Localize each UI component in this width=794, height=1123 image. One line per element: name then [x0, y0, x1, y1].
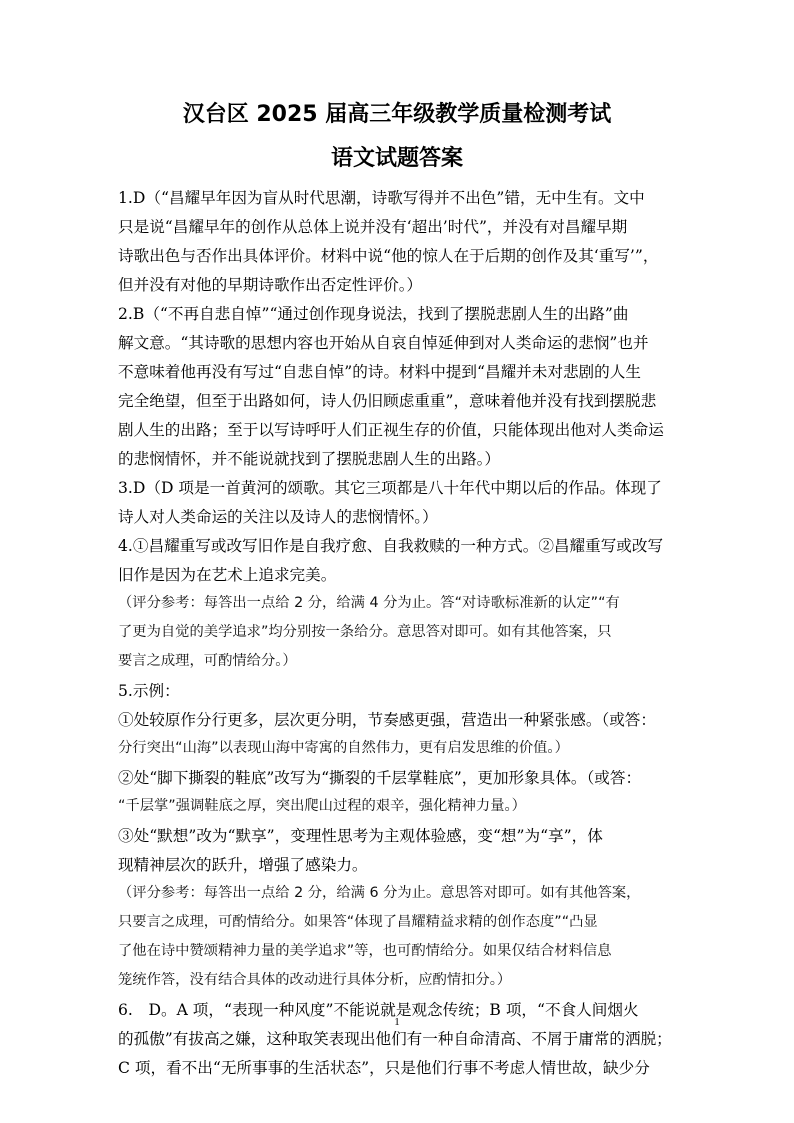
answer-5-scoring-line-3: 了他在诗中赞颂精神力量的美学追求”等，也可酌情给分。如果仅结合材料信息	[118, 943, 612, 959]
answer-6-line-1: 6. D。A 项，“表现一种风度”不能说就是观念传统；B 项，“不食人间烟火	[118, 1001, 639, 1019]
answer-5-scoring-line-4: 笼统作答，没有结合具体的改动进行具体分析，应酌情扣分。）	[118, 972, 512, 988]
answer-4-scoring-line-2: 了更为自觉的美学追求”均分别按一条给分。意思答对即可。如有其他答案，只	[118, 624, 612, 640]
answer-2-line-6: 的悲悯情怀，并不能说就找到了摆脱悲剧人生的出路。）	[118, 450, 501, 468]
answer-6-line-2: 的孤傲”有拔高之嫌，这种取笑表现出他们有一种自命清高、不屑于庸常的洒脱；	[118, 1030, 672, 1048]
answer-3-line-2: 诗人对人类命运的关注以及诗人的悲悯情怀。）	[118, 508, 438, 526]
answer-2-line-3: 不意味着他再没有写过“自悲自悼”的诗。材料中提到“昌耀并未对悲剧的人生	[118, 363, 641, 381]
answer-5-scoring-line-2: 只要言之成理，可酌情给分。如果答“体现了昌耀精益求精的创作态度”“凸显	[118, 914, 598, 930]
answer-2-line-1: 2.B（“不再自悲自悼”“通过创作现身说法，找到了摆脱悲剧人生的出路”曲	[118, 305, 629, 323]
answer-5-line-2: 分行突出“山海”以表现山海中寄寓的自然伟力，更有启发思维的价值。）	[118, 740, 569, 756]
answer-5-line-4: “千层掌”强调鞋底之厚，突出爬山过程的艰辛，强化精神力量。）	[118, 798, 526, 814]
page-number: 1	[394, 1016, 400, 1028]
answer-5-heading: 5.示例：	[118, 682, 180, 700]
answer-2-line-4: 完全绝望，但至于出路如何，诗人仍旧顾虑重重”，意味着他并没有找到摆脱悲	[118, 392, 657, 410]
answer-5-line-5: ③处“默想”改为“默享”，变理性思考为主观体验感，变“想”为“享”，体	[118, 827, 603, 845]
answer-4-line-2: 旧作是因为在艺术上追求完美。	[118, 566, 337, 584]
answer-1-line-2: 只是说“昌耀早年的创作从总体上说并没有‘超出’时代”，并没有对昌耀早期	[118, 218, 628, 236]
answer-1-line-3: 诗歌出色与否作出具体评价。材料中说“他的惊人在于后期的创作及其‘重写’”，	[118, 247, 659, 265]
doc-title-line-2: 语文试题答案	[330, 146, 463, 171]
answer-4-line-1: 4.①昌耀重写或改写旧作是自我疗愈、自我救赎的一种方式。②昌耀重写或改写	[118, 537, 664, 555]
answer-6-line-3: C 项，看不出“无所事事的生活状态”，只是他们行事不考虑人情世故，缺少分	[118, 1059, 650, 1077]
answer-2-line-2: 解文意。“其诗歌的思想内容也开始从自哀自悼延伸到对人类命运的悲悯”也并	[118, 334, 649, 352]
answer-5-scoring-line-1: （评分参考：每答出一点给 2 分，给满 6 分为止。意思答对即可。如有其他答案，	[118, 885, 641, 901]
answer-4-scoring-line-3: 要言之成理，可酌情给分。）	[118, 653, 297, 669]
answer-2-line-5: 剧人生的出路；至于以写诗呼吁人们正视生存的价值，只能体现出他对人类命运	[118, 421, 664, 439]
answer-3-line-1: 3.D（D 项是一首黄河的颂歌。其它三项都是八十年代中期以后的作品。体现了	[118, 479, 662, 497]
answer-5-line-3: ②处“脚下撕裂的鞋底”改写为“撕裂的千层掌鞋底”，更加形象具体。（或答：	[118, 769, 642, 787]
answer-1-line-4: 但并没有对他的早期诗歌作出否定性评价。）	[118, 276, 423, 294]
answer-5-line-6: 现精神层次的跃升，增强了感染力。	[118, 856, 368, 874]
doc-title-line-1: 汉台区 2025 届高三年级教学质量检测考试	[182, 102, 612, 127]
answer-4-scoring-line-1: （评分参考：每答出一点给 2 分，给满 4 分为止。答“对诗歌标准新的认定”“有	[118, 595, 620, 611]
answer-5-line-1: ①处较原作分行更多，层次更分明，节奏感更强，营造出一种紧张感。（或答：	[118, 711, 656, 729]
answer-1-line-1: 1.D（“昌耀早年因为盲从时代思潮，诗歌写得并不出色”错，无中生有。文中	[118, 189, 645, 207]
